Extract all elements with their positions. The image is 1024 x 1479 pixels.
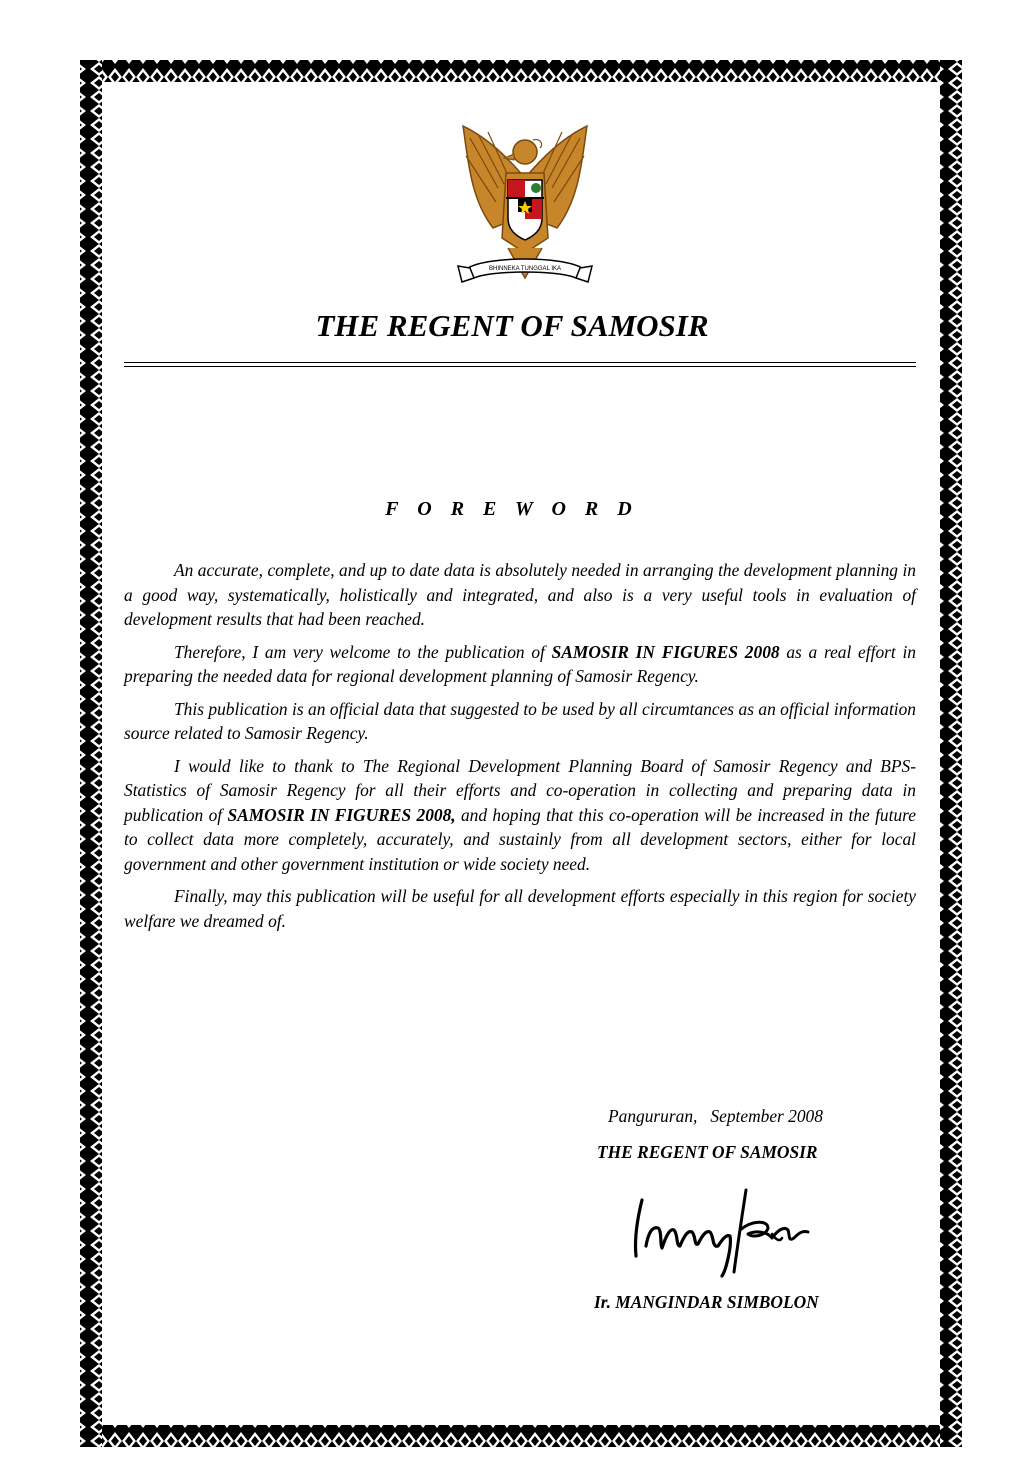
paragraph-2-text-b: as a real effort in preparing the needed data for regional development planning of Samosir Regency. xyxy=(124,641,916,686)
signatory-name: Ir. MANGINDAR SIMBOLON xyxy=(594,1292,819,1312)
paragraph-2-text-a: Therefore, I am very welcome to the publication of xyxy=(174,641,552,662)
title-rule-bottom xyxy=(124,366,916,367)
paragraph-5: Finally, may this publication will be useful for all development efforts especially in this region for society welfare we dreamed of. xyxy=(124,886,916,931)
emblem-motto: BHINNEKA TUNGGAL IKA xyxy=(488,266,562,272)
paragraph-1: An accurate, complete, and up to date data is absolutely needed in arranging the development planning in a good way, systematically, holistically and integrated, and also is a very useful tools in evaluation of development results that had been reached. xyxy=(124,560,916,629)
paragraph-3: This publication is an official data that suggested to be used by all circumtances as an official information source related to Samosir Regency. xyxy=(124,698,916,743)
title-rule-top xyxy=(124,362,916,363)
publication-title: SAMOSIR IN FIGURES 2008, xyxy=(227,804,456,825)
page-title: THE REGENT OF SAMOSIR xyxy=(315,308,709,343)
handwritten-signature xyxy=(622,1186,832,1278)
paragraph-4-text-b: and hoping that this co-operation will be increased in the future to collect data more completely, accurately, and sustainly from all development sectors, either for local government and other government institution or wide society need. xyxy=(124,804,917,874)
publication-title: SAMOSIR IN FIGURES 2008 xyxy=(551,641,780,662)
foreword-heading: F O R E W O R D xyxy=(385,498,639,520)
paragraph-2 xyxy=(124,640,916,689)
garuda-emblem xyxy=(448,118,602,294)
paragraph-4-text-a: I would like to thank to The Regional Development Planning Board of Samosir Regency and BPS-Statistics of Samosir Regency for all their efforts and co-operation in collecting and preparing data in publication of xyxy=(124,755,916,825)
place-date: Pangururan, September 2008 xyxy=(608,1106,823,1126)
paragraph-4 xyxy=(124,754,916,877)
signatory-title: THE REGENT OF SAMOSIR xyxy=(597,1142,818,1162)
foreword-body xyxy=(124,558,916,941)
